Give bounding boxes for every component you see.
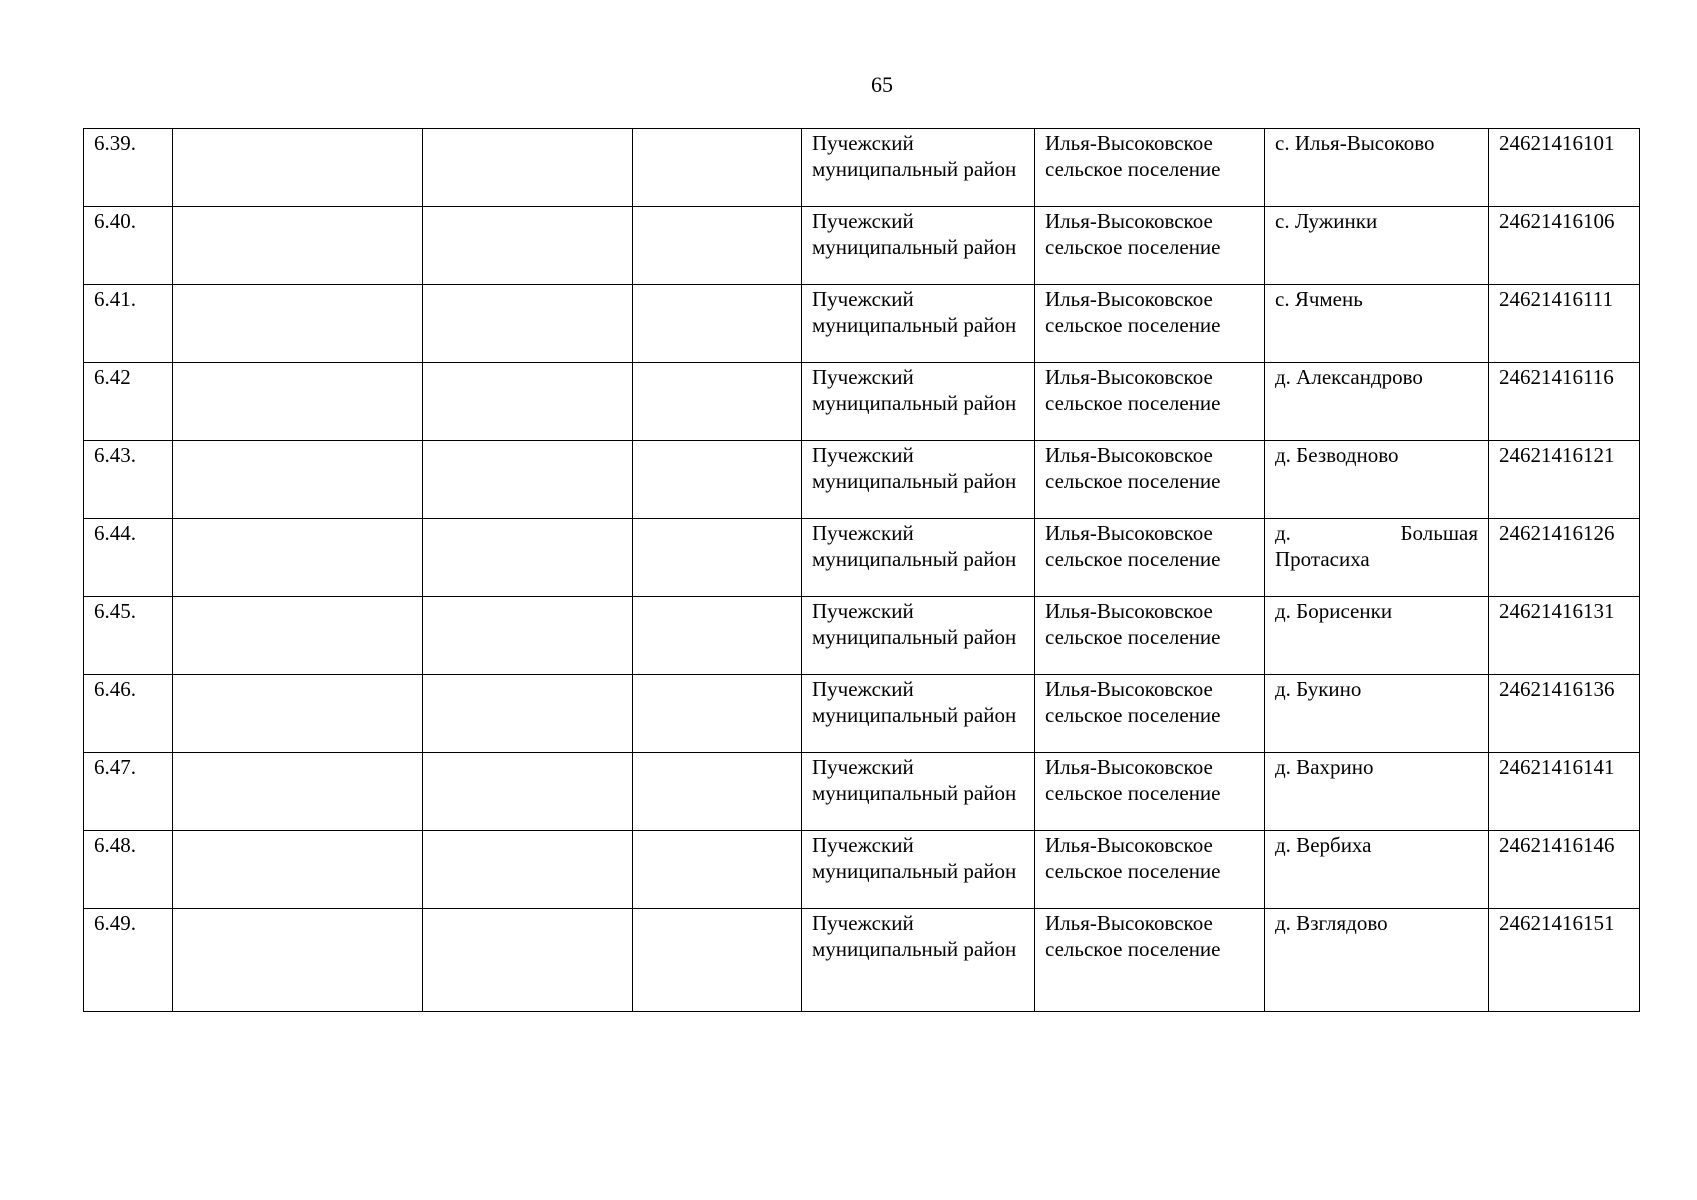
settlement-cell: Илья-Высоковское сельское поселение bbox=[1035, 129, 1265, 207]
locality-cell bbox=[1265, 519, 1489, 597]
empty-cell bbox=[173, 363, 423, 441]
district-cell: Пучежский муниципальный район bbox=[802, 363, 1035, 441]
table-row bbox=[84, 441, 1640, 519]
district-cell: Пучежский муниципальный район bbox=[802, 831, 1035, 909]
oktmo-code-cell: 24621416101 bbox=[1489, 129, 1640, 207]
row-number-cell: 6.44. bbox=[84, 519, 173, 597]
empty-cell bbox=[423, 519, 633, 597]
empty-cell bbox=[633, 441, 802, 519]
settlement-cell: Илья-Высоковское сельское поселение bbox=[1035, 207, 1265, 285]
empty-cell bbox=[173, 285, 423, 363]
empty-cell bbox=[633, 363, 802, 441]
empty-cell bbox=[173, 441, 423, 519]
row-number-cell: 6.49. bbox=[84, 909, 173, 1012]
oktmo-code-cell: 24621416141 bbox=[1489, 753, 1640, 831]
empty-cell bbox=[633, 909, 802, 1012]
oktmo-code-cell: 24621416146 bbox=[1489, 831, 1640, 909]
table-row bbox=[84, 753, 1640, 831]
empty-cell bbox=[173, 909, 423, 1012]
empty-cell bbox=[423, 753, 633, 831]
oktmo-code-cell: 24621416136 bbox=[1489, 675, 1640, 753]
empty-cell bbox=[173, 831, 423, 909]
settlement-cell: Илья-Высоковское сельское поселение bbox=[1035, 285, 1265, 363]
district-cell: Пучежский муниципальный район bbox=[802, 207, 1035, 285]
settlement-cell: Илья-Высоковское сельское поселение bbox=[1035, 519, 1265, 597]
row-number-cell: 6.48. bbox=[84, 831, 173, 909]
row-number-cell: 6.45. bbox=[84, 597, 173, 675]
district-cell: Пучежский муниципальный район bbox=[802, 519, 1035, 597]
oktmo-code-cell: 24621416111 bbox=[1489, 285, 1640, 363]
district-cell: Пучежский муниципальный район bbox=[802, 129, 1035, 207]
locality-cell: с. Лужинки bbox=[1265, 207, 1489, 285]
table-row bbox=[84, 519, 1640, 597]
row-number-cell: 6.42 bbox=[84, 363, 173, 441]
empty-cell bbox=[423, 441, 633, 519]
empty-cell bbox=[633, 753, 802, 831]
locality-cell: д. Александрово bbox=[1265, 363, 1489, 441]
locality-cell: д. Вербиха bbox=[1265, 831, 1489, 909]
settlement-cell: Илья-Высоковское сельское поселение bbox=[1035, 909, 1265, 1012]
locality-cell: д. Вахрино bbox=[1265, 753, 1489, 831]
locality-name-first: Большая bbox=[1400, 521, 1478, 545]
locality-name-rest: Протасиха bbox=[1275, 547, 1370, 571]
oktmo-code-cell: 24621416121 bbox=[1489, 441, 1640, 519]
empty-cell bbox=[423, 129, 633, 207]
empty-cell bbox=[423, 909, 633, 1012]
empty-cell bbox=[633, 831, 802, 909]
table-row bbox=[84, 909, 1640, 1012]
locality-cell: д. Безводново bbox=[1265, 441, 1489, 519]
oktmo-code-cell: 24621416131 bbox=[1489, 597, 1640, 675]
empty-cell bbox=[173, 675, 423, 753]
table-row bbox=[84, 129, 1640, 207]
page-number: 65 bbox=[871, 72, 893, 97]
locality-cell: д. Борисенки bbox=[1265, 597, 1489, 675]
locality-cell: с. Илья-Высоково bbox=[1265, 129, 1489, 207]
district-cell: Пучежский муниципальный район bbox=[802, 441, 1035, 519]
empty-cell bbox=[633, 207, 802, 285]
table-row bbox=[84, 675, 1640, 753]
row-number-cell: 6.43. bbox=[84, 441, 173, 519]
table-row bbox=[84, 363, 1640, 441]
table-row bbox=[84, 597, 1640, 675]
empty-cell bbox=[173, 519, 423, 597]
empty-cell bbox=[423, 597, 633, 675]
table-row bbox=[84, 831, 1640, 909]
district-cell: Пучежский муниципальный район bbox=[802, 675, 1035, 753]
empty-cell bbox=[633, 129, 802, 207]
empty-cell bbox=[173, 129, 423, 207]
settlement-cell: Илья-Высоковское сельское поселение bbox=[1035, 441, 1265, 519]
row-number-cell: 6.46. bbox=[84, 675, 173, 753]
row-number-cell: 6.41. bbox=[84, 285, 173, 363]
district-cell: Пучежский муниципальный район bbox=[802, 753, 1035, 831]
settlement-cell: Илья-Высоковское сельское поселение bbox=[1035, 753, 1265, 831]
table-row bbox=[84, 285, 1640, 363]
oktmo-code-cell: 24621416126 bbox=[1489, 519, 1640, 597]
settlement-cell: Илья-Высоковское сельское поселение bbox=[1035, 831, 1265, 909]
empty-cell bbox=[173, 753, 423, 831]
empty-cell bbox=[633, 285, 802, 363]
oktmo-code-cell: 24621416151 bbox=[1489, 909, 1640, 1012]
row-number-cell: 6.47. bbox=[84, 753, 173, 831]
row-number-cell: 6.40. bbox=[84, 207, 173, 285]
locality-cell: д. Взглядово bbox=[1265, 909, 1489, 1012]
settlement-cell: Илья-Высоковское сельское поселение bbox=[1035, 675, 1265, 753]
registry-table bbox=[83, 128, 1640, 1012]
district-cell: Пучежский муниципальный район bbox=[802, 285, 1035, 363]
oktmo-code-cell: 24621416106 bbox=[1489, 207, 1640, 285]
locality-first-line bbox=[1275, 520, 1478, 546]
empty-cell bbox=[423, 207, 633, 285]
empty-cell bbox=[633, 519, 802, 597]
oktmo-code-cell: 24621416116 bbox=[1489, 363, 1640, 441]
district-cell: Пучежский муниципальный район bbox=[802, 909, 1035, 1012]
empty-cell bbox=[423, 285, 633, 363]
locality-cell: с. Ячмень bbox=[1265, 285, 1489, 363]
locality-prefix: д. bbox=[1275, 521, 1291, 545]
empty-cell bbox=[633, 675, 802, 753]
locality-cell: д. Букино bbox=[1265, 675, 1489, 753]
empty-cell bbox=[173, 597, 423, 675]
settlement-cell: Илья-Высоковское сельское поселение bbox=[1035, 597, 1265, 675]
settlement-cell: Илья-Высоковское сельское поселение bbox=[1035, 363, 1265, 441]
empty-cell bbox=[633, 597, 802, 675]
empty-cell bbox=[423, 363, 633, 441]
row-number-cell: 6.39. bbox=[84, 129, 173, 207]
table-row bbox=[84, 207, 1640, 285]
empty-cell bbox=[173, 207, 423, 285]
empty-cell bbox=[423, 831, 633, 909]
empty-cell bbox=[423, 675, 633, 753]
district-cell: Пучежский муниципальный район bbox=[802, 597, 1035, 675]
